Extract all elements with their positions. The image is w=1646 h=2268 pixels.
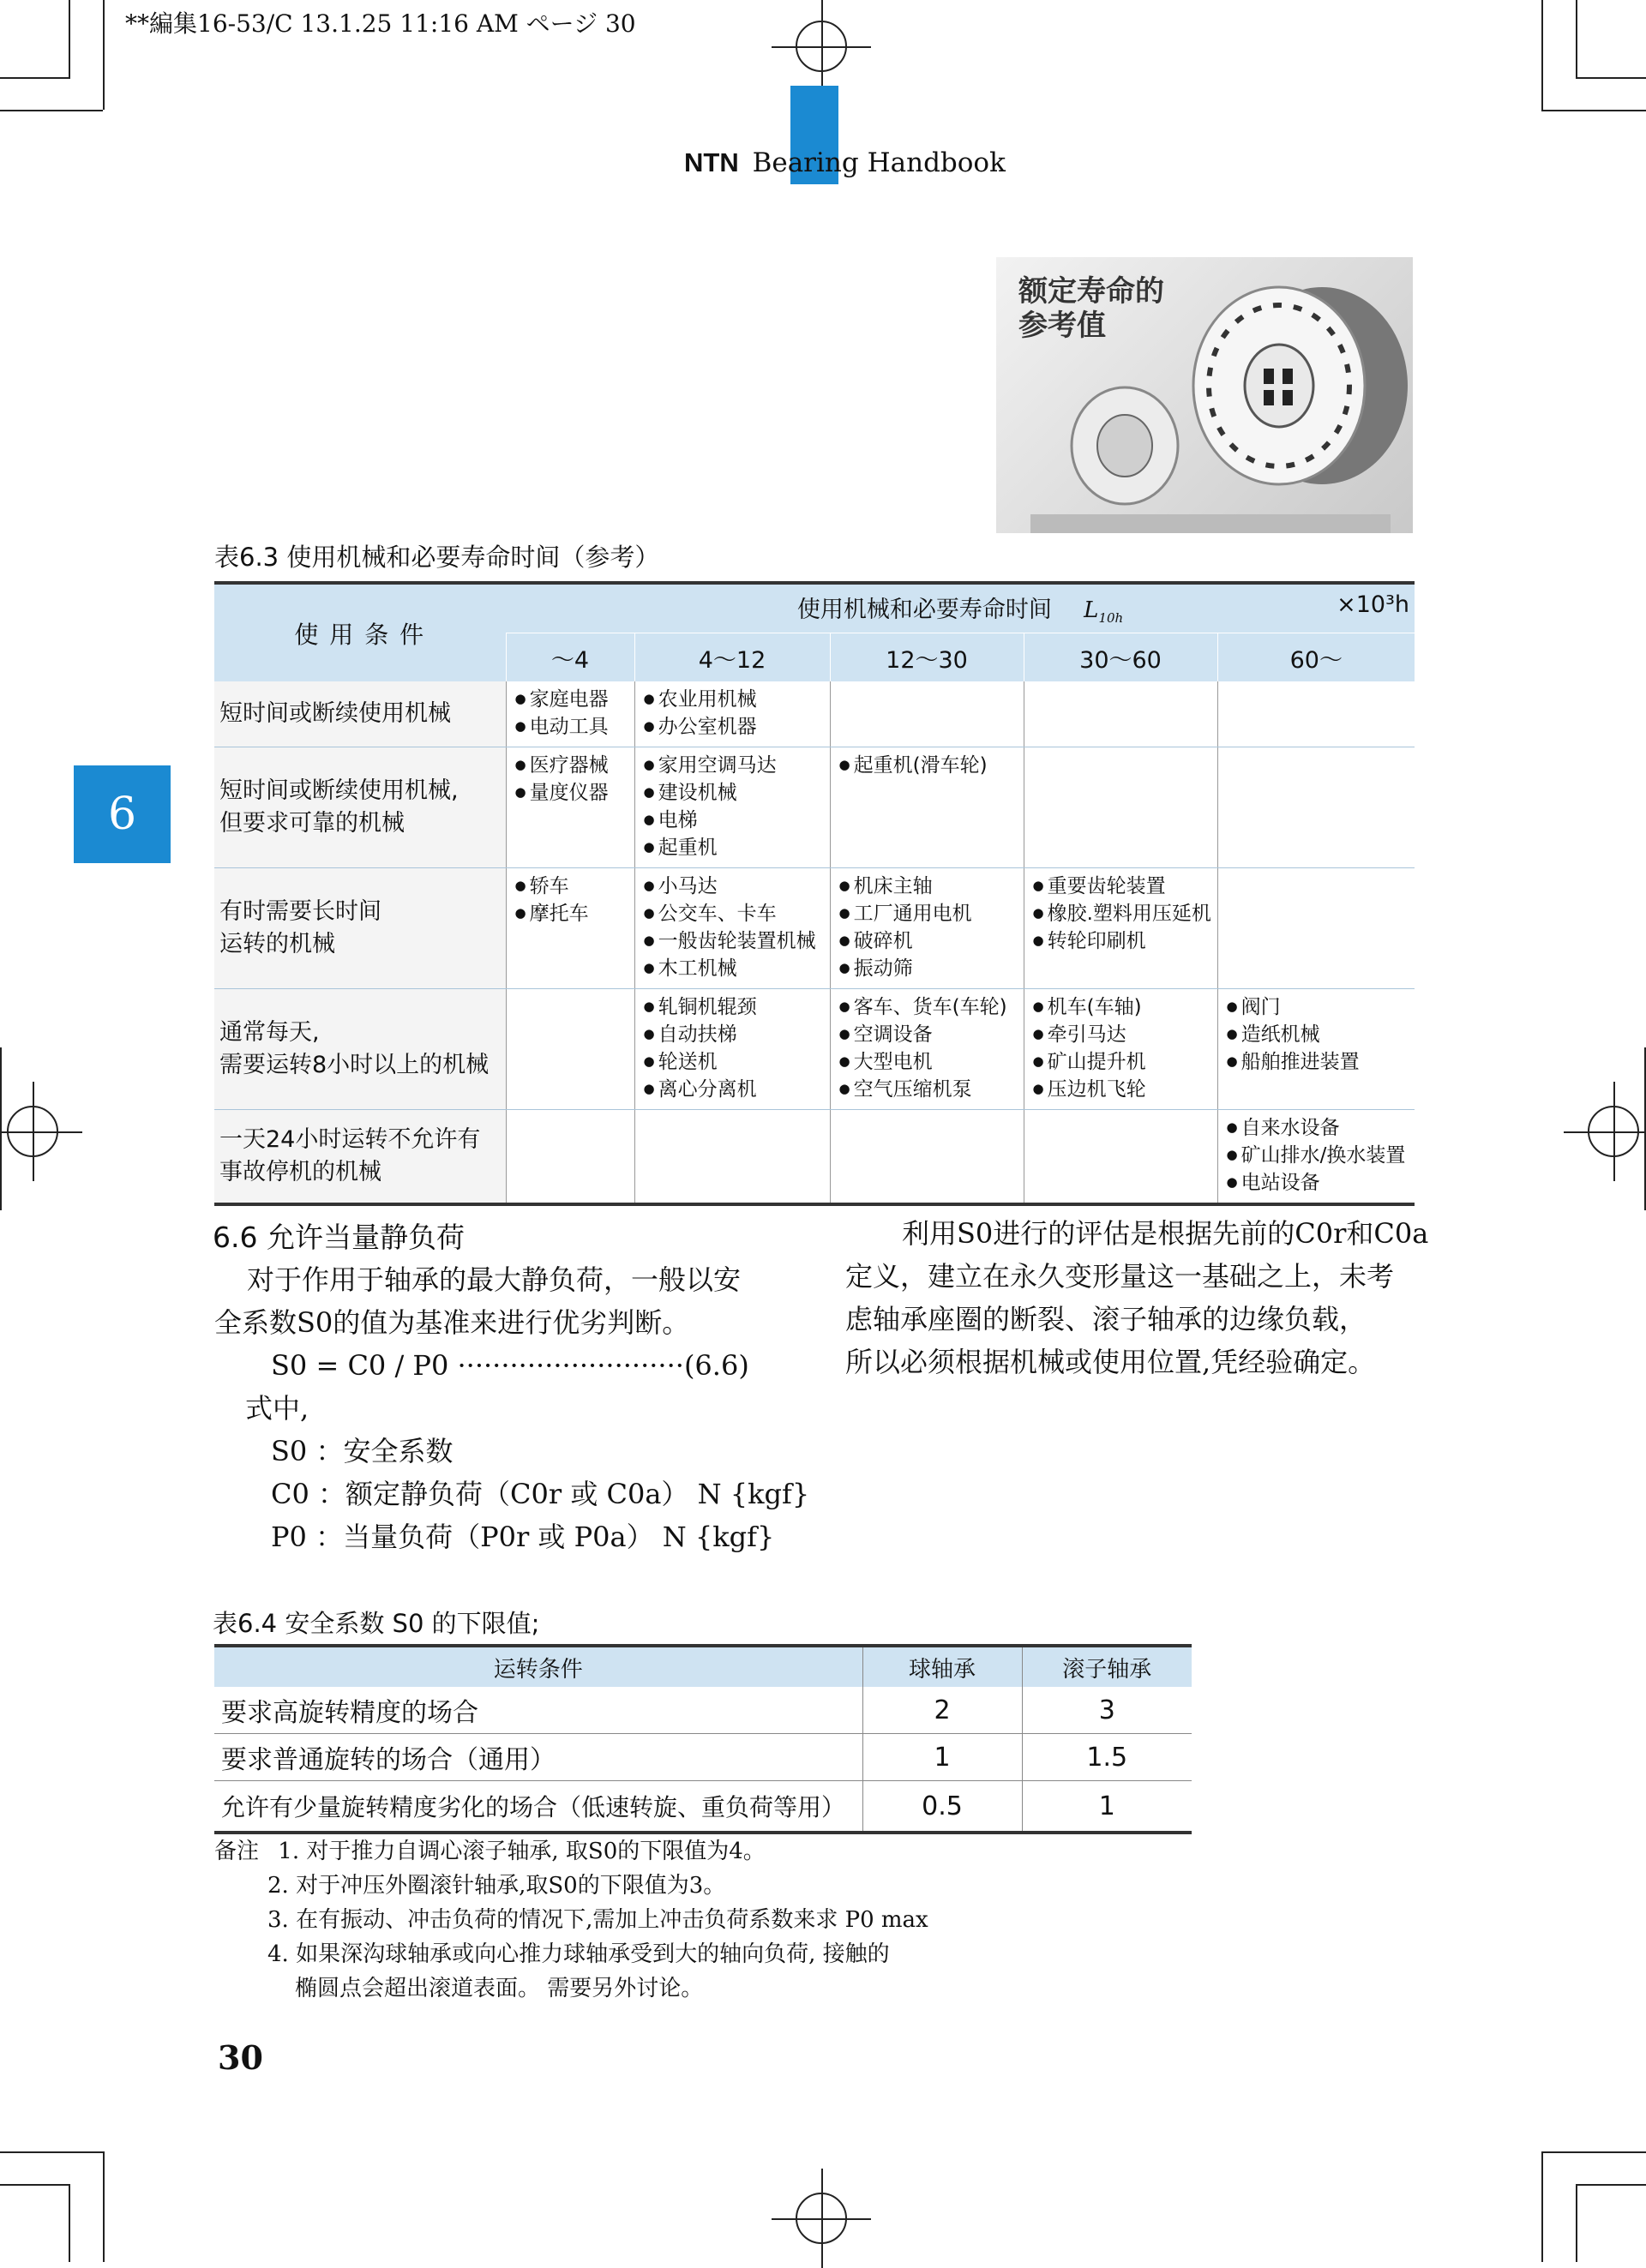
table64: [214, 1644, 1192, 1834]
t64-cond: 要求高旋转精度的场合: [214, 1687, 862, 1734]
header-brand: NTN: [684, 147, 739, 177]
col-header-3: 30～60: [1024, 633, 1217, 682]
t64-cond: 要求普通旋转的场合（通用）: [214, 1734, 862, 1781]
machine-item: ● 工厂通用电机: [839, 901, 1015, 928]
t64-roller-value: 1.5: [1022, 1734, 1192, 1781]
machine-item: ● 破碎机: [839, 928, 1015, 956]
def-c0: C0 ：额定静负荷（C0r 或 C0a） N {kgf}: [271, 1478, 810, 1510]
machine-item: ● 家庭电器: [515, 687, 626, 714]
life-cell: [1217, 681, 1415, 747]
life-cell: [506, 681, 634, 747]
note-2: 2. 对于冲压外圈滚针轴承,取S0的下限值为3。: [267, 1873, 726, 1899]
col-header-4: 60～: [1217, 633, 1415, 682]
machine-item: ● 电站设备: [1227, 1170, 1407, 1197]
life-cell: [1217, 868, 1415, 989]
machine-item: ● 自动扶梯: [644, 1022, 821, 1049]
machine-item: ● 公交车、卡车: [644, 901, 821, 928]
machine-item: ● 大型电机: [839, 1049, 1015, 1077]
machine-item: ● 振动筛: [839, 956, 1015, 983]
section-body-left: [214, 1258, 809, 1558]
usage-condition: 有时需要长时间 运转的机械: [214, 868, 506, 989]
para1-line1: 对于作用于轴承的最大静负荷，一般以安: [247, 1263, 742, 1296]
life-cell: [830, 868, 1024, 989]
page-number: 30: [218, 2038, 263, 2077]
life-cell: [1024, 681, 1217, 747]
life-cell: [1024, 989, 1217, 1110]
machine-item: ● 起重机(滑车轮): [839, 753, 1015, 780]
chapter-tab: 6: [74, 765, 171, 863]
usage-condition: 短时间或断续使用机械, 但要求可靠的机械: [214, 747, 506, 868]
para1-line2: 全系数S0的值为基准来进行优劣判断。: [214, 1306, 690, 1339]
machine-item: ● 起重机: [644, 835, 821, 862]
life-cell: [830, 681, 1024, 747]
machine-item: ● 阀门: [1227, 994, 1407, 1022]
machine-item: ● 轿车: [515, 873, 626, 901]
header-title: Bearing Handbook: [752, 147, 1006, 178]
life-cell: [1024, 868, 1217, 989]
machine-item: ● 量度仪器: [515, 780, 626, 807]
life-cell: [634, 868, 830, 989]
machine-item: ● 小马达: [644, 873, 821, 901]
t64-ball-value: 0.5: [862, 1781, 1022, 1833]
life-cell: [506, 747, 634, 868]
notes-label: 备注: [214, 1839, 260, 1864]
note-3: 3. 在有振动、冲击负荷的情况下,需加上冲击负荷系数来求 P0 max: [267, 1907, 928, 1933]
machine-item: ● 机车(车轴): [1033, 994, 1209, 1022]
where-label: 式中,: [245, 1392, 309, 1425]
machine-item: ● 重要齿轮装置: [1033, 873, 1209, 901]
right-line-2: 定义，建立在永久变形量这一基础之上，未考: [845, 1260, 1395, 1293]
machine-item: ● 空调设备: [839, 1022, 1015, 1049]
t64-roller-value: 3: [1022, 1687, 1192, 1734]
machine-item: ● 轮送机: [644, 1049, 821, 1077]
table-row: [214, 681, 1415, 747]
machine-item: ● 自来水设备: [1227, 1115, 1407, 1143]
note-4-cont: 椭圆点会超出滚道表面。 需要另外讨论。: [295, 1976, 704, 2001]
life-cell: [1217, 747, 1415, 868]
machine-item: ● 空气压缩机泵: [839, 1077, 1015, 1104]
notes: [214, 1834, 928, 2006]
t64-header-ball: 球轴承: [862, 1646, 1022, 1687]
registration-mark-top: [796, 21, 847, 72]
table-row: [214, 1781, 1192, 1833]
def-s0: S0 ：安全系数: [271, 1435, 454, 1467]
machine-item: ● 摩托车: [515, 901, 626, 928]
photo-caption: 额定寿命的 参考值: [1018, 274, 1164, 343]
machine-item: ● 转轮印刷机: [1033, 928, 1209, 956]
machine-item: ● 离心分离机: [644, 1077, 821, 1104]
life-cell: [634, 681, 830, 747]
life-cell: [1024, 1110, 1217, 1205]
section-body-right: [845, 1212, 1428, 1383]
life-cell: [634, 989, 830, 1110]
registration-mark-bottom: [796, 2193, 847, 2244]
machine-item: ● 橡胶.塑料用压延机: [1033, 901, 1209, 928]
usage-condition: 短时间或断续使用机械: [214, 681, 506, 747]
machine-item: ● 家用空调马达: [644, 753, 821, 780]
running-header: [684, 147, 1006, 178]
section-heading: 6.6 允许当量静负荷: [213, 1221, 465, 1254]
t64-cond: 允许有少量旋转精度劣化的场合（低速转旋、重负荷等用）: [214, 1781, 862, 1833]
machine-item: ● 船舶推进装置: [1227, 1049, 1407, 1077]
right-line-4: 所以必须根据机械或使用位置,凭经验确定。: [845, 1346, 1376, 1378]
t64-header-cond: 运转条件: [214, 1646, 862, 1687]
table63: [214, 581, 1415, 1206]
bearing-photo: [996, 257, 1413, 533]
table-row: [214, 1110, 1415, 1205]
formula: S0 = C0 / P0 ··························(6.6): [271, 1349, 749, 1382]
col-header-1: 4～12: [634, 633, 830, 682]
machine-item: ● 医疗器械: [515, 753, 626, 780]
life-cell: [506, 989, 634, 1110]
machine-item: ● 农业用机械: [644, 687, 821, 714]
table-row: [214, 1734, 1192, 1781]
life-cell: [506, 1110, 634, 1205]
life-cell: [830, 1110, 1024, 1205]
bearing-illustration-icon: [996, 257, 1413, 533]
table64-caption: 表6.4 安全系数 S0 的下限值;: [213, 1609, 540, 1638]
life-symbol: $L_{10h}$: [1084, 597, 1124, 627]
life-cell: [830, 989, 1024, 1110]
note-4: 4. 如果深沟球轴承或向心推力球轴承受到大的轴向负荷, 接触的: [267, 1941, 890, 1967]
life-cell: [506, 868, 634, 989]
table-row: [214, 747, 1415, 868]
machine-item: ● 电梯: [644, 807, 821, 835]
machine-item: ● 办公室机器: [644, 714, 821, 741]
usage-condition: 一天24小时运转不允许有 事故停机的机械: [214, 1110, 506, 1205]
table-row: [214, 989, 1415, 1110]
usage-condition: 通常每天, 需要运转8小时以上的机械: [214, 989, 506, 1110]
note-1: 1. 对于推力自调心滚子轴承, 取S0的下限值为4。: [278, 1839, 766, 1864]
machine-item: ● 电动工具: [515, 714, 626, 741]
machine-item: ● 机床主轴: [839, 873, 1015, 901]
t64-header-roller: 滚子轴承: [1022, 1646, 1192, 1687]
machine-item: ● 矿山排水/换水装置: [1227, 1143, 1407, 1170]
life-unit: ×10³h: [1337, 591, 1410, 618]
machine-item: ● 建设机械: [644, 780, 821, 807]
table-row: [214, 1687, 1192, 1734]
machine-item: ● 矿山提升机: [1033, 1049, 1209, 1077]
right-line-1: 利用S0进行的评估是根据先前的C0r和C0a: [902, 1217, 1429, 1250]
machine-item: ● 造纸机械: [1227, 1022, 1407, 1049]
table-row: [214, 868, 1415, 989]
table63-group-header: 使用机械和必要寿命时间 $L_{10h}$ ×10³h: [506, 583, 1415, 633]
t64-ball-value: 1: [862, 1734, 1022, 1781]
machine-item: ● 一般齿轮装置机械: [644, 928, 821, 956]
machine-item: ● 木工机械: [644, 956, 821, 983]
life-cell: [1217, 989, 1415, 1110]
machine-item: ● 轧铜机辊颈: [644, 994, 821, 1022]
col-header-2: 12～30: [830, 633, 1024, 682]
t64-roller-value: 1: [1022, 1781, 1192, 1833]
life-cell: [634, 1110, 830, 1205]
machine-item: ● 压边机飞轮: [1033, 1077, 1209, 1104]
life-cell: [830, 747, 1024, 868]
col-header-0: ～4: [506, 633, 634, 682]
machine-item: ● 牵引马达: [1033, 1022, 1209, 1049]
t64-ball-value: 2: [862, 1687, 1022, 1734]
registration-mark-right: [1588, 1106, 1639, 1157]
table63-caption: 表6.3 使用机械和必要寿命时间（参考）: [214, 543, 660, 572]
table63-cond-header: 使 用 条 件: [214, 583, 506, 681]
life-cell: [1217, 1110, 1415, 1205]
registration-mark-left: [7, 1106, 58, 1157]
machine-item: ● 客车、货车(车轮): [839, 994, 1015, 1022]
right-line-3: 虑轴承座圈的断裂、滚子轴承的边缘负载，: [845, 1303, 1367, 1335]
print-slug: **編集16-53/C 13.1.25 11:16 AM ページ 30: [125, 9, 636, 38]
life-cell: [634, 747, 830, 868]
def-p0: P0 ：当量负荷（P0r 或 P0a） N {kgf}: [271, 1521, 775, 1553]
life-cell: [1024, 747, 1217, 868]
